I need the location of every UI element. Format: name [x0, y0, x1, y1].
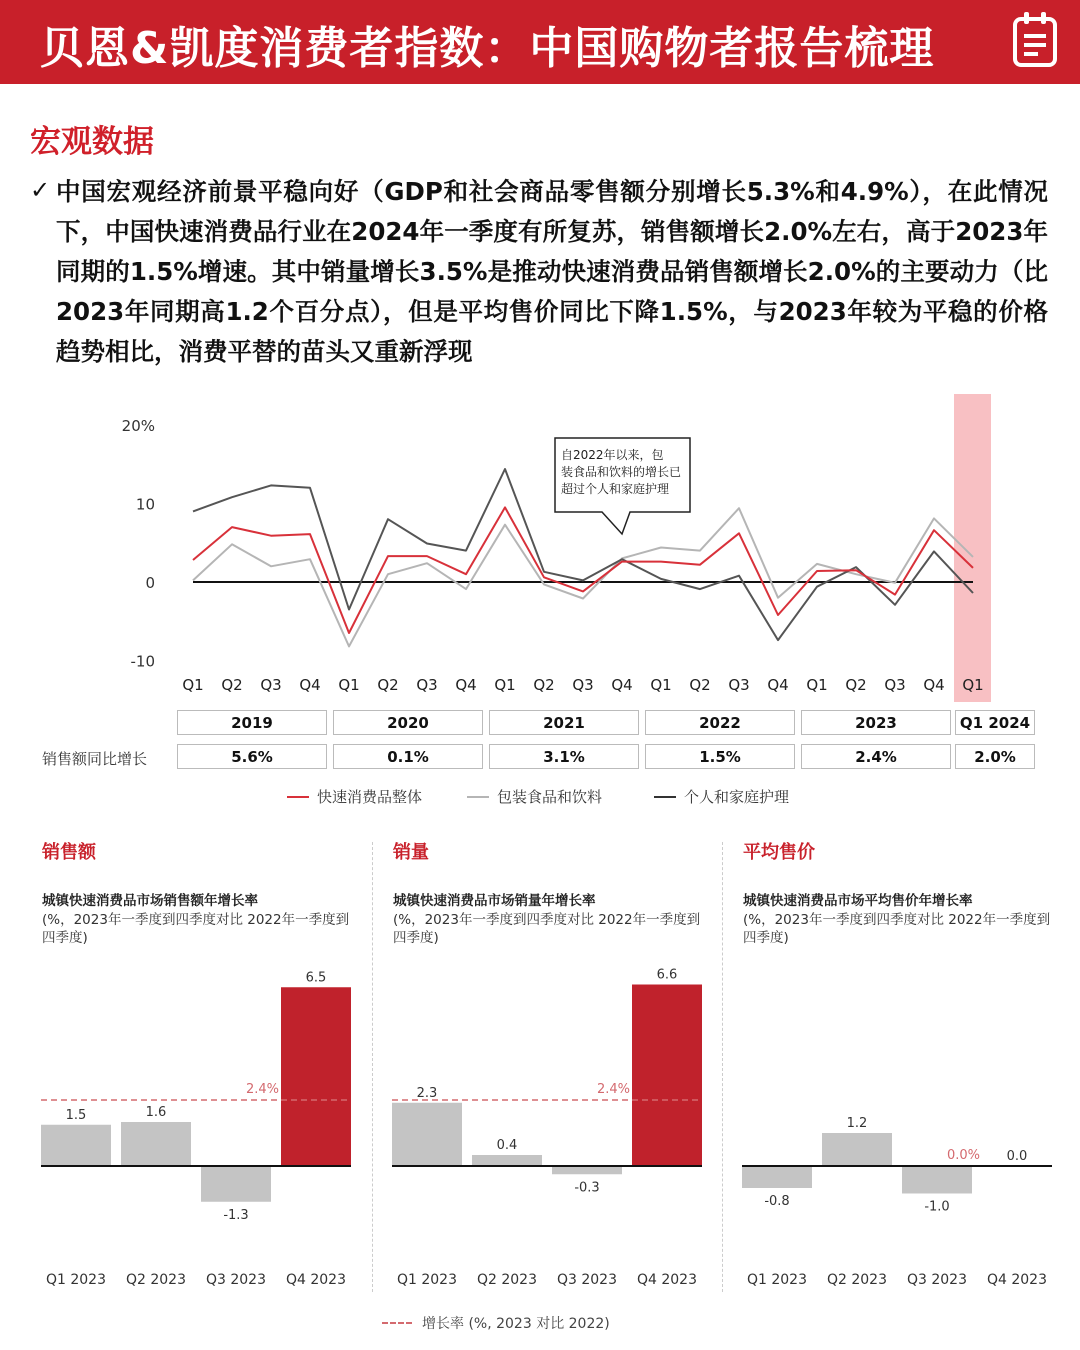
bar-value-label: 1.6: [145, 1105, 167, 1120]
bar-category-label: Q3 2023: [556, 1272, 618, 1288]
header-bar: [0, 0, 1080, 84]
bar: [902, 1166, 972, 1194]
x-tick-label: Q1: [494, 676, 516, 694]
bar: [552, 1166, 622, 1174]
bar-category-label: Q1 2023: [396, 1272, 458, 1288]
bar-value-label: -1.0: [924, 1199, 950, 1215]
bar-value-label: 1.5: [65, 1107, 87, 1123]
legend-label: 快速消费品整体: [317, 788, 423, 806]
panel-subtitle-sales: [42, 892, 352, 947]
bar: [822, 1133, 892, 1166]
legend-label: 包装食品和饮料: [497, 788, 603, 806]
x-tick-label: Q4: [923, 676, 945, 694]
y-tick-label: -10: [130, 652, 155, 671]
bar: [392, 1103, 462, 1166]
panel-subtitle-price: [743, 892, 1053, 947]
bar-chart-price: [731, 950, 1071, 1295]
x-tick-label: Q4: [299, 676, 321, 694]
x-tick-label: Q1: [650, 676, 672, 694]
table-row-label: 销售额同比增长: [42, 750, 148, 768]
x-tick-label: Q3: [416, 676, 438, 694]
x-tick-label: Q4: [611, 676, 633, 694]
x-tick-label: Q1: [962, 676, 984, 694]
chart-title: 城镇快速消费品市场销售额年增长率: [42, 893, 258, 909]
legend-item-packaged: [467, 786, 602, 807]
chart-title: 城镇快速消费品市场平均售价年增长率: [743, 893, 973, 909]
table-year-value: 2.4%: [801, 744, 951, 769]
table-year-header: 2022: [645, 710, 795, 735]
bar-value-label: -0.8: [764, 1194, 790, 1209]
line-chart-legend: [0, 786, 1080, 810]
bar-category-label: Q4 2023: [285, 1272, 347, 1288]
chart-subtitle: (%，2023年一季度到四季度对比 2022年一季度到四季度): [743, 912, 1051, 946]
bar-category-label: Q1 2023: [45, 1272, 107, 1288]
bar-legend: [382, 1313, 610, 1333]
bar-value-label: 0.4: [496, 1138, 518, 1153]
chart-subtitle: (%，2023年一季度到四季度对比 2022年一季度到四季度): [393, 912, 701, 946]
x-tick-label: Q1: [338, 676, 360, 694]
table-year-header: 2023: [801, 710, 951, 735]
bar: [632, 985, 702, 1167]
panel-title-volume: 销量: [393, 842, 429, 863]
x-tick-label: Q3: [728, 676, 750, 694]
highlight-band-q1-2024: [954, 394, 991, 702]
bar: [201, 1166, 271, 1202]
document-list-icon: [1012, 10, 1058, 68]
table-year-value: 3.1%: [489, 744, 639, 769]
reference-label: 2.4%: [245, 1082, 279, 1097]
table-year-value: 2.0%: [955, 744, 1035, 769]
table-year-value: 0.1%: [333, 744, 483, 769]
bar-category-label: Q2 2023: [125, 1272, 187, 1288]
y-tick-label: 20%: [121, 417, 155, 435]
x-tick-label: Q3: [884, 676, 906, 694]
table-year-header: 2021: [489, 710, 639, 735]
table-year-value: 1.5%: [645, 744, 795, 769]
reference-label: 0.0%: [946, 1148, 980, 1163]
panel-title-sales: 销售额: [42, 842, 96, 863]
bar-value-label: 2.3: [416, 1085, 438, 1101]
panel-divider: [722, 842, 723, 1292]
bar-category-label: Q2 2023: [826, 1272, 888, 1288]
bar-value-label: 6.6: [656, 967, 678, 983]
bar: [121, 1122, 191, 1166]
bar-category-label: Q4 2023: [986, 1272, 1048, 1288]
legend-item-fmcg: [287, 786, 422, 807]
bar-value-label: 1.2: [846, 1116, 868, 1131]
x-tick-label: Q2: [377, 676, 399, 694]
annotation-text: 超过个人和家庭护理: [561, 482, 670, 496]
x-tick-label: Q3: [260, 676, 282, 694]
main-line-chart: [0, 385, 1080, 705]
x-tick-label: Q3: [572, 676, 594, 694]
table-year-header: 2019: [177, 710, 327, 735]
legend-label: 个人和家庭护理: [684, 788, 790, 806]
section-title: 宏观数据: [30, 124, 154, 160]
series-line-0: [193, 507, 973, 633]
x-tick-label: Q2: [221, 676, 243, 694]
bar: [281, 987, 351, 1166]
bar-category-label: Q3 2023: [205, 1272, 267, 1288]
bar-chart-volume: [381, 950, 721, 1295]
bar-category-label: Q1 2023: [746, 1272, 808, 1288]
bar-value-label: 6.5: [305, 970, 327, 986]
bar-legend-label: 增长率 (%, 2023 对比 2022): [422, 1316, 610, 1332]
bar: [472, 1155, 542, 1166]
bar-category-label: Q3 2023: [906, 1272, 968, 1288]
table-year-value: 5.6%: [177, 744, 327, 769]
reference-label: 2.4%: [596, 1082, 630, 1097]
check-mark: ✓: [30, 176, 51, 204]
yearly-growth-table: [0, 708, 1080, 770]
dashed-line-marker: [382, 1322, 412, 1324]
table-year-header: Q1 2024: [955, 710, 1035, 735]
page-title: 贝恩&凯度消费者指数：中国购物者报告梳理: [40, 23, 935, 74]
y-tick-label: 10: [135, 495, 155, 514]
bar-value-label: -0.3: [574, 1180, 600, 1196]
bar: [41, 1125, 111, 1166]
x-tick-label: Q4: [767, 676, 789, 694]
bar-value-label: 0.0: [1006, 1149, 1028, 1164]
x-tick-label: Q4: [455, 676, 477, 694]
bar-category-label: Q2 2023: [476, 1272, 538, 1288]
bar-value-label: -1.3: [223, 1207, 249, 1223]
x-tick-label: Q1: [182, 676, 204, 694]
panel-title-price: 平均售价: [743, 842, 815, 863]
x-tick-label: Q2: [689, 676, 711, 694]
bar-category-label: Q4 2023: [636, 1272, 698, 1288]
summary-paragraph: 中国宏观经济前景平稳向好（GDP和社会商品零售额分别增长5.3%和4.9%），在此情况下，中国快速消费品行业在2024年一季度有所复苏，销售额增长2.0%左右，高于2023年同期的1.5%增速。其中销量增长3.5%是推动快速消费品销售额增长2.0%的主要动力（比2023年同期高1.2个百分点），但是平均售价同比下降1.5%，与2023年较为平稳的价格趋势相比，消费平替的苗头又重新浮现: [56, 177, 1048, 366]
bar: [742, 1166, 812, 1188]
x-tick-label: Q2: [845, 676, 867, 694]
y-tick-label: 0: [145, 574, 155, 592]
legend-item-personal: [654, 786, 789, 807]
bar-chart-sales: [30, 950, 370, 1295]
annotation-text: 自2022年以来，包: [561, 448, 664, 462]
series-line-1: [193, 508, 973, 646]
panel-divider: [372, 842, 373, 1292]
chart-title: 城镇快速消费品市场销量年增长率: [393, 893, 596, 909]
chart-subtitle: (%，2023年一季度到四季度对比 2022年一季度到四季度): [42, 912, 350, 946]
annotation-text: 装食品和饮料的增长已: [561, 465, 682, 479]
x-tick-label: Q2: [533, 676, 555, 694]
x-tick-label: Q1: [806, 676, 828, 694]
panel-subtitle-volume: [393, 892, 703, 947]
table-year-header: 2020: [333, 710, 483, 735]
